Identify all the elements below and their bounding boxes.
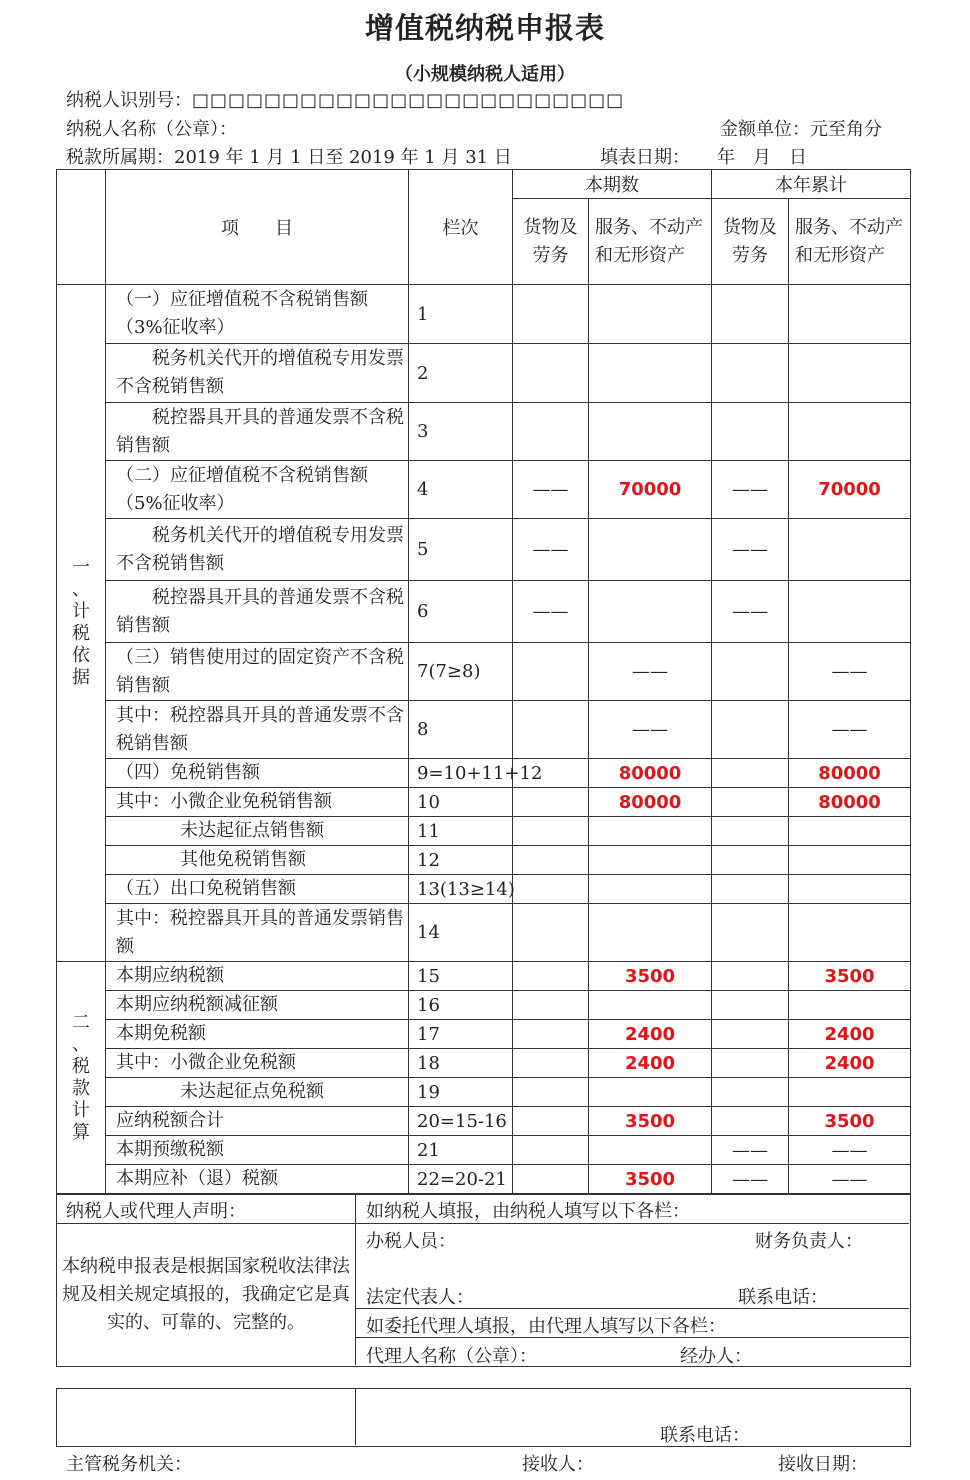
item-label: 本期应纳税额	[106, 962, 409, 991]
value-cell-c1[interactable]	[513, 875, 589, 904]
section-basis-label	[57, 285, 106, 962]
declaration-label: 纳税人或代理人声明：	[66, 1201, 246, 1222]
table-row	[57, 344, 911, 403]
line-number: 6	[409, 581, 513, 643]
form-title: 增值税纳税申报表	[364, 11, 605, 45]
item-label: 税务机关代开的增值税专用发票不含税销售额	[106, 344, 409, 403]
item-label: 税控器具开具的普通发票不含税销售额	[106, 581, 409, 643]
agent-fill-note: 如委托代理人填报，由代理人填写以下各栏：	[366, 1316, 726, 1337]
item-label: 其中：小微企业免税销售额	[106, 788, 409, 817]
header-item: 项 目	[106, 170, 409, 285]
amount-unit: 金额单位：元至角分	[720, 119, 882, 140]
item-label: 本期应纳税额减征额	[106, 991, 409, 1020]
value-cell-c2[interactable]: 80000	[589, 759, 712, 788]
line-number: 3	[409, 403, 513, 461]
value-cell-c2[interactable]: 3500	[589, 1165, 712, 1194]
phone2-label: 联系电话：	[660, 1425, 750, 1446]
line-number: 22=20-21	[409, 1165, 513, 1194]
value-cell-c2[interactable]: 80000	[589, 788, 712, 817]
line-number: 12	[409, 846, 513, 875]
table-row	[57, 701, 911, 759]
value-cell-c2[interactable]	[589, 1078, 712, 1107]
line-number: 20=15-16	[409, 1107, 513, 1136]
value-cell-c4[interactable]: ——	[789, 643, 911, 701]
line-number: 8	[409, 701, 513, 759]
value-cell-c3[interactable]	[712, 817, 789, 846]
value-cell-c1[interactable]	[513, 788, 589, 817]
value-cell-c3[interactable]: ——	[712, 1136, 789, 1165]
value-cell-c3[interactable]	[712, 904, 789, 962]
line-number: 15	[409, 962, 513, 991]
value-cell-c1[interactable]	[513, 962, 589, 991]
value-cell-c1[interactable]	[513, 991, 589, 1020]
value-cell-c1[interactable]	[513, 285, 589, 344]
value-cell-c1[interactable]	[513, 1165, 589, 1194]
value-cell-c4[interactable]: 2400	[789, 1020, 911, 1049]
value-cell-c4[interactable]: 70000	[789, 461, 911, 519]
value-cell-c4[interactable]: ——	[789, 1165, 911, 1194]
line-number: 21	[409, 1136, 513, 1165]
table-row	[57, 1078, 911, 1107]
value-cell-c4[interactable]	[789, 817, 911, 846]
taxpayer-name-label: 纳税人名称（公章）：	[66, 119, 237, 140]
item-label: 应纳税额合计	[106, 1107, 409, 1136]
value-cell-c4[interactable]: ——	[789, 701, 911, 759]
value-cell-c1[interactable]	[513, 701, 589, 759]
table-row	[57, 1136, 911, 1165]
section-char: 一	[72, 557, 90, 578]
item-label: 本期预缴税额	[106, 1136, 409, 1165]
table-row	[57, 1107, 911, 1136]
value-cell-c2[interactable]: 3500	[589, 962, 712, 991]
tax-period: 税款所属期：2019 年 1 月 1 日至 2019 年 1 月 31 日	[66, 147, 512, 168]
corner-cell	[57, 170, 106, 285]
value-cell-c1[interactable]	[513, 904, 589, 962]
value-cell-c3[interactable]	[712, 875, 789, 904]
value-cell-c4[interactable]	[789, 875, 911, 904]
line-number: 2	[409, 344, 513, 403]
value-cell-c3[interactable]	[712, 344, 789, 403]
item-label: 未达起征点销售额	[106, 817, 409, 846]
header-goods: 货物及劳务	[513, 199, 589, 285]
line-number: 16	[409, 991, 513, 1020]
item-label: （一）应征增值税不含税销售额（3%征收率）	[106, 285, 409, 344]
authority-divider	[355, 1388, 356, 1445]
line-number: 13(13≥14)	[409, 875, 513, 904]
value-cell-c2[interactable]	[589, 904, 712, 962]
receiver-label: 接收人：	[522, 1454, 594, 1475]
table-row	[57, 846, 911, 875]
header-line: 栏次	[409, 170, 513, 285]
table-row	[57, 991, 911, 1020]
table-row	[57, 519, 911, 581]
value-cell-c1[interactable]: ——	[513, 519, 589, 581]
value-cell-c4[interactable]: 80000	[789, 788, 911, 817]
value-cell-c1[interactable]: ——	[513, 461, 589, 519]
form-subtitle: （小规模纳税人适用）	[395, 64, 575, 85]
value-cell-c1[interactable]	[513, 403, 589, 461]
line-number: 5	[409, 519, 513, 581]
value-cell-c4[interactable]	[789, 991, 911, 1020]
item-label: （四）免税销售额	[106, 759, 409, 788]
taxpayer-id-row	[66, 86, 624, 112]
taxpayer-id-boxes[interactable]: □□□□□□□□□□□□□□□□□□□□□□□□	[192, 90, 625, 111]
tax-officer-label: 办税人员：	[366, 1231, 456, 1252]
item-label: 税务机关代开的增值税专用发票不含税销售额	[106, 519, 409, 581]
header-services-cumulative: 服务、不动产和无形资产	[789, 199, 911, 285]
declaration-divider	[355, 1194, 356, 1365]
value-cell-c1[interactable]	[513, 643, 589, 701]
value-cell-c3[interactable]	[712, 962, 789, 991]
item-label: （三）销售使用过的固定资产不含税销售额	[106, 643, 409, 701]
value-cell-c1[interactable]	[513, 846, 589, 875]
line-number: 19	[409, 1078, 513, 1107]
item-label: 其中：税控器具开具的普通发票不含税销售额	[106, 701, 409, 759]
item-label: 其中：税控器具开具的普通发票销售额	[106, 904, 409, 962]
value-cell-c4[interactable]	[789, 904, 911, 962]
section-char: 二	[72, 1011, 90, 1033]
value-cell-c4[interactable]: 2400	[789, 1049, 911, 1078]
value-cell-c2[interactable]	[589, 875, 712, 904]
value-cell-c4[interactable]	[789, 519, 911, 581]
value-cell-c1[interactable]	[513, 1107, 589, 1136]
line-number: 11	[409, 817, 513, 846]
line-number: 7(7≥8)	[409, 643, 513, 701]
value-cell-c4[interactable]	[789, 285, 911, 344]
value-cell-c3[interactable]: ——	[712, 1165, 789, 1194]
value-cell-c2[interactable]: 3500	[589, 1107, 712, 1136]
table-row	[57, 285, 911, 344]
value-cell-c2[interactable]: 70000	[589, 461, 712, 519]
authority-box	[56, 1388, 911, 1447]
item-label: 税控器具开具的普通发票不含税销售额	[106, 403, 409, 461]
value-cell-c2[interactable]	[589, 285, 712, 344]
item-label: 本期应补（退）税额	[106, 1165, 409, 1194]
section-char: 、	[72, 579, 90, 600]
receive-date-label: 接收日期：	[778, 1454, 868, 1475]
value-cell-c2[interactable]	[589, 519, 712, 581]
table-row	[57, 1049, 911, 1078]
header-services: 服务、不动产和无形资产	[589, 199, 712, 285]
value-cell-c3[interactable]	[712, 846, 789, 875]
value-cell-c3[interactable]	[712, 991, 789, 1020]
value-cell-c3[interactable]: ——	[712, 581, 789, 643]
section-char: 税	[72, 1055, 90, 1077]
value-cell-c4[interactable]: 80000	[789, 759, 911, 788]
line-number: 9=10+11+12	[409, 759, 513, 788]
table-row	[57, 962, 911, 991]
declaration-table	[56, 169, 911, 1194]
section-char: 计	[72, 601, 90, 622]
table-row	[57, 1165, 911, 1194]
value-cell-c4[interactable]: 3500	[789, 1107, 911, 1136]
value-cell-c3[interactable]	[712, 643, 789, 701]
section-char: 计	[72, 1099, 90, 1121]
table-row	[57, 817, 911, 846]
table-row	[57, 759, 911, 788]
self-fill-note: 如纳税人填报，由纳税人填写以下各栏：	[366, 1201, 690, 1222]
value-cell-c4[interactable]: ——	[789, 1136, 911, 1165]
value-cell-c1[interactable]	[513, 1049, 589, 1078]
value-cell-c3[interactable]	[712, 1020, 789, 1049]
legal-rep-label: 法定代表人：	[366, 1287, 474, 1308]
value-cell-c2[interactable]	[589, 403, 712, 461]
value-cell-c3[interactable]	[712, 285, 789, 344]
line-number: 14	[409, 904, 513, 962]
phone-label: 联系电话：	[738, 1287, 828, 1308]
value-cell-c3[interactable]	[712, 759, 789, 788]
finance-head-label: 财务负责人：	[755, 1231, 863, 1252]
table-row	[57, 403, 911, 461]
value-cell-c4[interactable]	[789, 846, 911, 875]
value-cell-c3[interactable]	[712, 403, 789, 461]
value-cell-c2[interactable]: 2400	[589, 1049, 712, 1078]
value-cell-c2[interactable]: ——	[589, 643, 712, 701]
value-cell-c2[interactable]	[589, 846, 712, 875]
table-row	[57, 581, 911, 643]
header-goods-cumulative: 货物及劳务	[712, 199, 789, 285]
value-cell-c3[interactable]	[712, 788, 789, 817]
declaration-text: 本纳税申报表是根据国家税收法律法规及相关规定填报的，我确定它是真实的、可靠的、完整的。	[62, 1256, 350, 1333]
value-cell-c4[interactable]	[789, 403, 911, 461]
line-number: 1	[409, 285, 513, 344]
tax-authority-label: 主管税务机关：	[66, 1454, 192, 1475]
item-label: 未达起征点免税额	[106, 1078, 409, 1107]
header-year-cumulative: 本年累计	[712, 170, 911, 199]
value-cell-c2[interactable]	[589, 991, 712, 1020]
handler-label: 经办人：	[680, 1346, 752, 1367]
section-char: 算	[72, 1121, 90, 1143]
value-cell-c4[interactable]	[789, 1078, 911, 1107]
section-char: 税	[72, 623, 90, 644]
value-cell-c3[interactable]	[712, 1049, 789, 1078]
value-cell-c1[interactable]	[513, 1136, 589, 1165]
value-cell-c3[interactable]: ——	[712, 519, 789, 581]
value-cell-c2[interactable]: 2400	[589, 1020, 712, 1049]
item-label: 本期免税额	[106, 1020, 409, 1049]
value-cell-c1[interactable]	[513, 1020, 589, 1049]
line-number: 17	[409, 1020, 513, 1049]
table-row	[57, 1020, 911, 1049]
value-cell-c1[interactable]	[513, 817, 589, 846]
value-cell-c2[interactable]	[589, 817, 712, 846]
header-current-period: 本期数	[513, 170, 712, 199]
section-char: 、	[72, 1033, 90, 1055]
section-char: 据	[72, 667, 90, 688]
value-cell-c2[interactable]	[589, 581, 712, 643]
taxpayer-id-label: 纳税人识别号：	[66, 90, 192, 111]
section-calc-label	[57, 962, 106, 1194]
line-number: 18	[409, 1049, 513, 1078]
section-char: 依	[72, 645, 90, 666]
item-label: （二）应征增值税不含税销售额（5%征收率）	[106, 461, 409, 519]
value-cell-c4[interactable]	[789, 344, 911, 403]
table-row	[57, 904, 911, 962]
value-cell-c4[interactable]: 3500	[789, 962, 911, 991]
table-row	[57, 788, 911, 817]
table-row	[57, 643, 911, 701]
table-row	[57, 461, 911, 519]
section-char: 款	[72, 1077, 90, 1099]
value-cell-c3[interactable]	[712, 701, 789, 759]
item-label: （五）出口免税销售额	[106, 875, 409, 904]
value-cell-c2[interactable]: ——	[589, 701, 712, 759]
value-cell-c2[interactable]	[589, 344, 712, 403]
line-number: 4	[409, 461, 513, 519]
agent-name-label: 代理人名称（公章）：	[366, 1346, 537, 1367]
value-cell-c4[interactable]	[789, 581, 911, 643]
value-cell-c3[interactable]	[712, 1107, 789, 1136]
value-cell-c3[interactable]: ——	[712, 461, 789, 519]
rule	[56, 1223, 909, 1224]
item-label: 其他免税销售额	[106, 846, 409, 875]
value-cell-c1[interactable]: ——	[513, 581, 589, 643]
value-cell-c2[interactable]	[589, 1136, 712, 1165]
value-cell-c1[interactable]	[513, 344, 589, 403]
value-cell-c1[interactable]	[513, 1078, 589, 1107]
line-number: 10	[409, 788, 513, 817]
item-label: 其中：小微企业免税额	[106, 1049, 409, 1078]
value-cell-c3[interactable]	[712, 1078, 789, 1107]
table-row	[57, 875, 911, 904]
fill-date: 填表日期： 年 月 日	[600, 147, 807, 168]
